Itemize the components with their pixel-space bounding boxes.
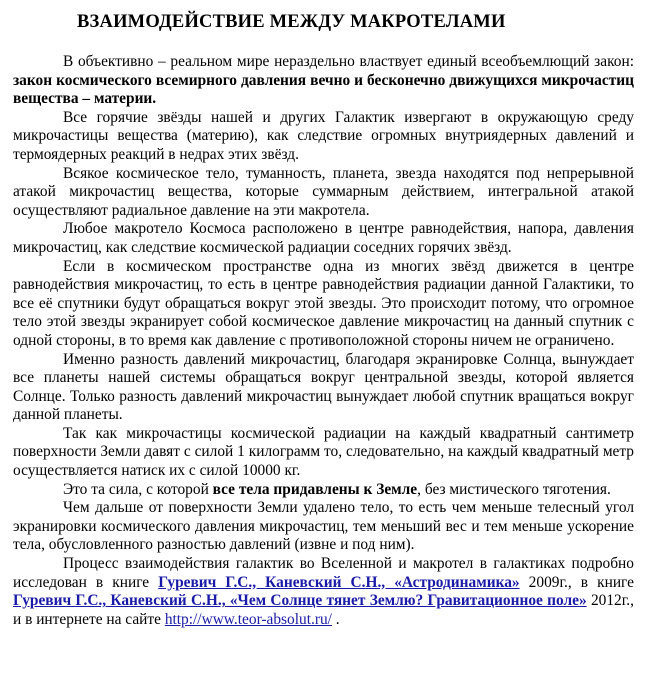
paragraph-6: Именно разность давлений микрочастиц, благодаря экранировке Солнца, вынуждает все планеты нашей системы обращаться вокруг центральной звезды, которой является Солнце. Только разность давлений микрочастиц вынуждает любой спутник вращаться вокруг данной планеты. [13, 350, 634, 424]
paragraph-8 [13, 481, 634, 500]
book-link-sun-pulls-earth[interactable]: Гуревич Г.С., Каневский С.Н., «Чем Солнце тянет Землю? Гравитационное поле» [13, 592, 587, 610]
paragraph-4: Любое макротело Космоса расположено в центре равнодействия, напора, давления микрочастиц, как следствие космической радиации соседних горячих звёзд. [13, 220, 634, 256]
paragraph-1-text: В объективно – реальном мире нераздельно властвует единый всеобъемлющий закон: [63, 53, 634, 70]
paragraph-9: Чем дальше от поверхности Земли удалено тело, то есть чем меньше телесный угол экранировки космического давления микрочастиц, тем меньший вес и тем меньше ускорение тела, обусловленного разностью давлений (извне и под ним). [13, 499, 634, 554]
paragraph-8-bold: все тела придавлены к Земле [212, 480, 418, 498]
website-link[interactable]: http://www.teor-absolut.ru/ [164, 610, 332, 628]
paragraph-8-text-c: , без мистического тяготения. [417, 480, 611, 498]
paragraph-10-text-a: Процесс взаимодействия галактик во Вселенной и макротел в галактиках подробно исследован в книге [13, 555, 634, 591]
paragraph-8-text-a: Это та сила, с которой [63, 480, 213, 498]
paragraph-5: Если в космическом пространстве одна из многих звёзд движется в центре равнодействия микрочастиц, то есть в центре равнодействия радиации данной Галактики, то все её спутники будут обращаться вокруг этой звезды. Это происходит потому, что огромное тело этой звезды экранирует собой космическое давление микрочастиц на данный спутник с одной стороны, в то время как давление с противоположной стороны ничем не ограничено. [13, 257, 634, 349]
book-link-astrodynamics[interactable]: Гуревич Г.С., Каневский С.Н., «Астродинамика» [158, 573, 520, 591]
document-title: ВЗАИМОДЕЙСТВИЕ МЕЖДУ МАКРОТЕЛАМИ [77, 12, 506, 32]
paragraph-10 [13, 555, 634, 629]
paragraph-10-text-b: 2009г., в книге [519, 573, 635, 591]
paragraph-3: Всякое космическое тело, туманность, планета, звезда находятся под непрерывной атакой микрочастиц вещества, которые суммарным действием, интегральной атакой осуществляют радиальное давление на эти макротела. [13, 164, 634, 219]
paragraph-10-text-d: . [331, 610, 340, 628]
paragraph-1 [13, 53, 634, 109]
paragraph-10-text-c: 2012г., и в интернете на сайте [13, 592, 634, 628]
paragraph-1-bold-law: закон космического всемирного давления вечно и бесконечно движущихся микрочастиц вещества – материи. [13, 71, 634, 108]
paragraph-2: Все горячие звёзды нашей и других Галактик извергают в окружающую среду микрочастицы вещества (материю), как следствие огромных внутриядерных давлений и термоядерных реакций в недрах этих звёзд. [13, 108, 634, 163]
paragraph-7: Так как микрочастицы космической радиации на каждый квадратный сантиметр поверхности Земли давят с силой 1 килограмм то, следовательно, на каждый квадратный метр осуществляется натиск их с силой 10000 кг. [13, 424, 634, 480]
